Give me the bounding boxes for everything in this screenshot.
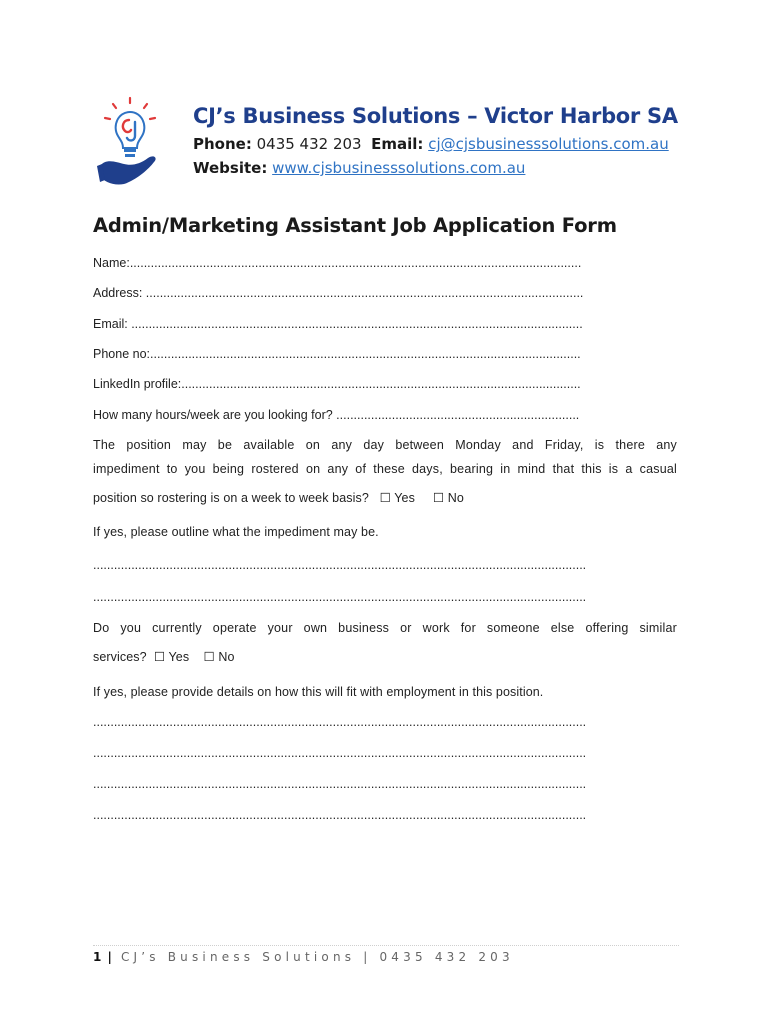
question1-line3: position so rostering is on a week to week basis? [93, 491, 369, 505]
email-field[interactable]: Email: .................................................................................................................................. [93, 317, 583, 331]
email-link[interactable]: cj@cjsbusinesssolutions.com.au [428, 135, 669, 153]
q2-yes-checkbox[interactable]: ☐ Yes [153, 650, 190, 664]
q2-answer-line[interactable]: .............................................................................................................................................. [93, 746, 587, 760]
footer-divider [93, 945, 679, 946]
form-title: Admin/Marketing Assistant Job Application Form [93, 214, 617, 237]
website-label: Website: [193, 159, 268, 177]
website-link[interactable]: www.cjsbusinesssolutions.com.au [272, 159, 526, 177]
question1-line2: impediment to you being rostered on any of these days, bearing in mind that this is a casual [93, 462, 677, 476]
q2-no-checkbox[interactable]: ☐ No [203, 650, 235, 664]
company-name: CJ’s Business Solutions – Victor Harbor SA [193, 104, 678, 128]
phone-field[interactable]: Phone no:............................................................................................................................ [93, 347, 581, 361]
q1-answer-line[interactable]: .............................................................................................................................................. [93, 558, 587, 572]
address-field[interactable]: Address: .............................................................................................................................. [93, 286, 584, 300]
contact-website-line [193, 159, 525, 177]
question2-line2-row [93, 649, 235, 664]
q1-no-checkbox[interactable]: ☐ No [432, 491, 464, 505]
page-number: 1 | [93, 950, 113, 964]
hours-per-week-field[interactable]: How many hours/week are you looking for? ...................................................................... [93, 408, 580, 422]
question1-line1: The position may be available on any day between Monday and Friday, is there any [93, 438, 677, 452]
page-footer [93, 950, 514, 964]
q2-answer-line[interactable]: .............................................................................................................................................. [93, 715, 587, 729]
company-logo [96, 96, 176, 192]
lightbulb-hand-logo-icon [96, 96, 176, 192]
question2-line1: Do you currently operate your own business or work for someone else offering similar [93, 621, 677, 635]
q2-answer-line[interactable]: .............................................................................................................................................. [93, 777, 587, 791]
q1-answer-line[interactable]: .............................................................................................................................................. [93, 590, 587, 604]
phone-label: Phone: [193, 135, 252, 153]
contact-phone-email-line [193, 135, 669, 153]
q2-followup: If yes, please provide details on how this will fit with employment in this position. [93, 685, 544, 699]
linkedin-field[interactable]: LinkedIn profile:................................................................................................................... [93, 377, 581, 391]
question1-line3-row [93, 490, 464, 505]
question2-line2: services? [93, 650, 147, 664]
phone-value: 0435 432 203 [256, 135, 362, 153]
q2-answer-line[interactable]: .............................................................................................................................................. [93, 808, 587, 822]
name-field[interactable]: Name:.................................................................................................................................. [93, 256, 582, 270]
footer-text: CJ’s Business Solutions | 0435 432 203 [120, 950, 514, 964]
q1-yes-checkbox[interactable]: ☐ Yes [379, 491, 415, 505]
email-label: Email: [371, 135, 424, 153]
q1-followup: If yes, please outline what the impediment may be. [93, 525, 379, 539]
